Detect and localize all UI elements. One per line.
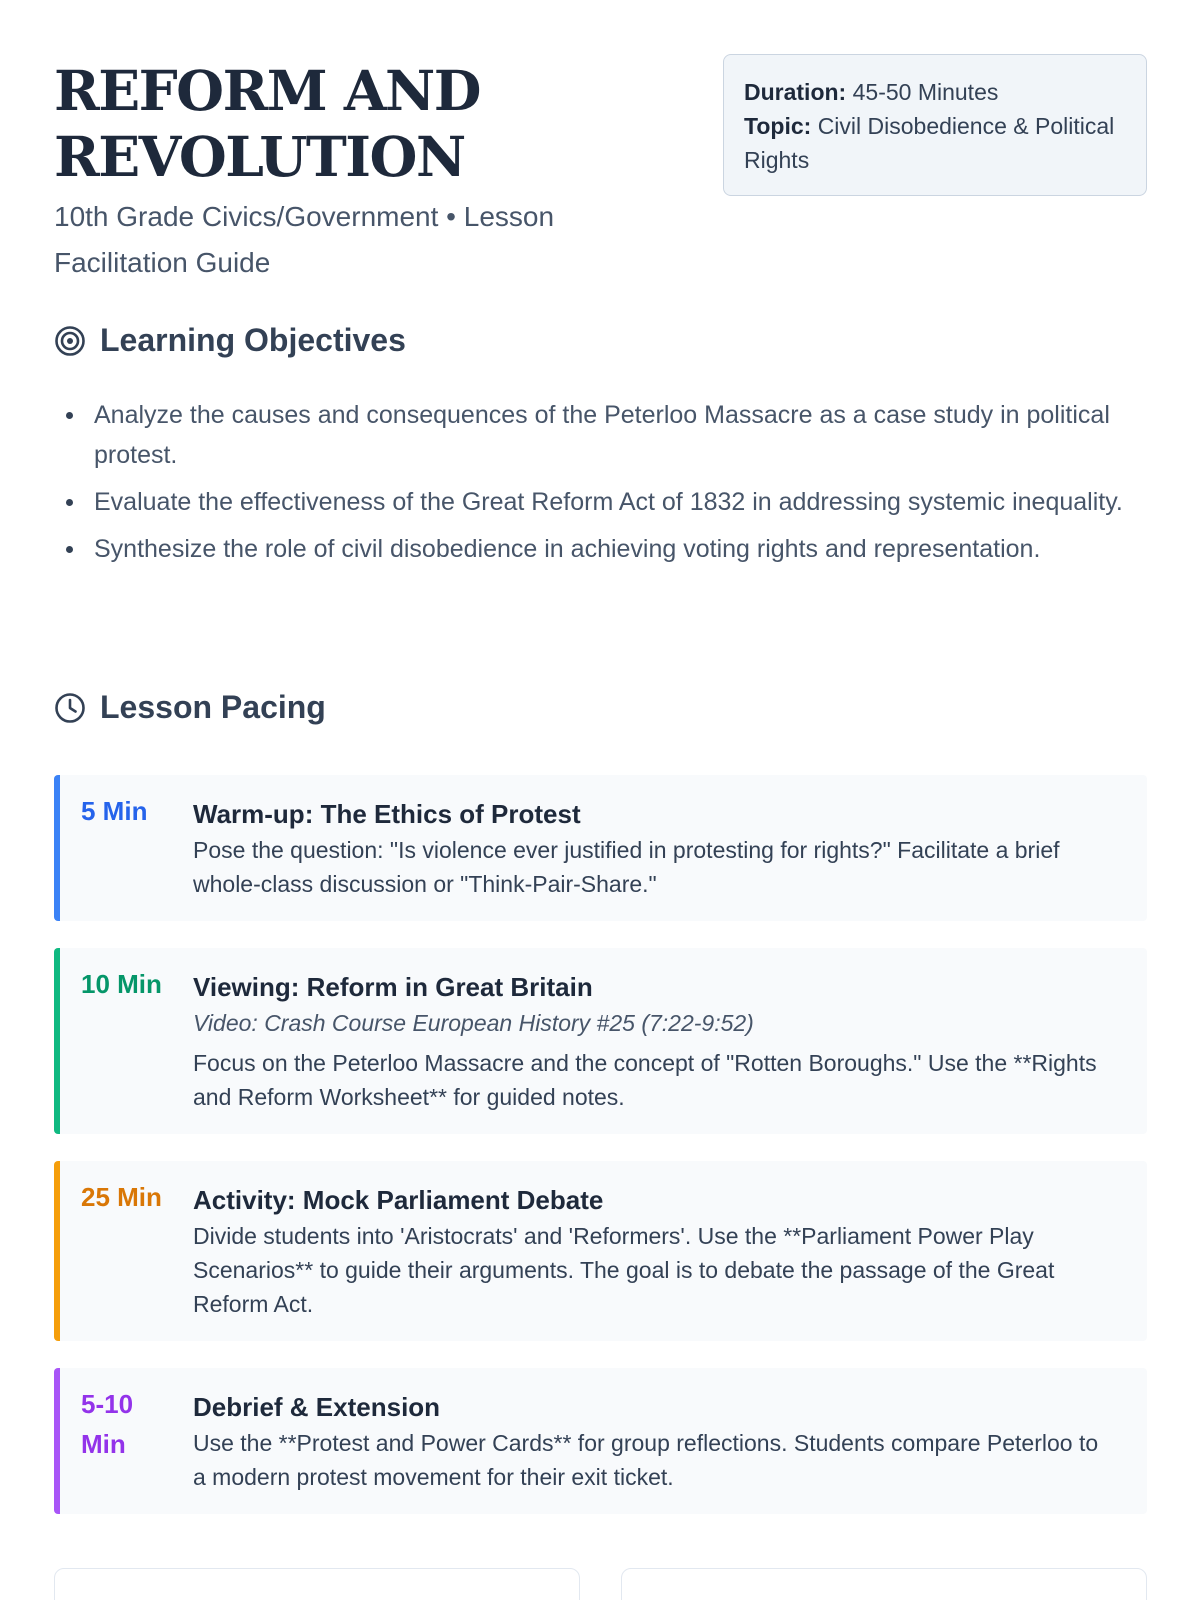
pacing-time: 10 Min xyxy=(81,969,162,999)
pacing-card-debrief xyxy=(54,1368,1147,1514)
pacing-time: 5-10 Min xyxy=(81,1389,134,1459)
pacing-time: 5 Min xyxy=(81,796,148,826)
pacing-heading-text: Lesson Pacing xyxy=(100,689,326,725)
pacing-card-activity xyxy=(54,1161,1147,1341)
lesson-guide-page xyxy=(54,0,1147,1600)
duration-label: Duration: xyxy=(744,79,847,105)
target-icon xyxy=(54,325,86,357)
objectives-list xyxy=(54,395,1147,576)
objectives-heading xyxy=(54,322,406,359)
pacing-description: Pose the question: "Is violence ever justified in protesting for rights?" Facilitate a brief whole-class discussion or "Think-Pair-Share." xyxy=(193,837,1060,897)
pacing-description: Focus on the Peterloo Massacre and the concept of "Rotten Boroughs." Use the **Rights and Reform Worksheet** for guided notes. xyxy=(193,1050,1097,1110)
objectives-heading-text: Learning Objectives xyxy=(100,322,406,358)
list-item: Evaluate the effectiveness of the Great Reform Act of 1832 in addressing systemic inequality. xyxy=(54,482,1147,522)
pacing-list xyxy=(54,775,1147,1541)
pacing-title: Viewing: Reform in Great Britain xyxy=(193,972,593,1002)
list-item: Synthesize the role of civil disobedience in achieving voting rights and representation. xyxy=(54,529,1147,569)
pacing-card-warmup xyxy=(54,775,1147,921)
page-title: REFORM AND REVOLUTION xyxy=(54,58,480,189)
header xyxy=(54,0,1147,300)
page-subtitle: 10th Grade Civics/Government • Lesson Facilitation Guide xyxy=(54,201,555,278)
pacing-title: Warm-up: The Ethics of Protest xyxy=(193,799,581,829)
pacing-title: Activity: Mock Parliament Debate xyxy=(193,1185,604,1215)
pacing-card-viewing xyxy=(54,948,1147,1134)
pacing-title: Debrief & Extension xyxy=(193,1392,441,1422)
duration-row xyxy=(744,75,1126,109)
topic-label: Topic: xyxy=(744,113,812,139)
list-item: Analyze the causes and consequences of the Peterloo Massacre as a case study in political protest. xyxy=(54,395,1147,475)
pacing-description: Use the **Protest and Power Cards** for group reflections. Students compare Peterloo to a modern protest movement for their exit ticket. xyxy=(193,1430,1099,1490)
topic-value: Civil Disobedience & Political Rights xyxy=(744,113,1115,173)
topic-row xyxy=(744,109,1126,177)
resource-box-right xyxy=(621,1568,1147,1600)
resource-box-left xyxy=(54,1568,580,1600)
lesson-info-box xyxy=(723,54,1147,196)
pacing-time: 25 Min xyxy=(81,1182,162,1212)
clock-icon xyxy=(54,692,86,724)
pacing-heading xyxy=(54,689,326,726)
pacing-description: Divide students into 'Aristocrats' and 'Reformers'. Use the **Parliament Power Play Scenarios** to guide their arguments. The goal is to debate the passage of the Great Reform Act. xyxy=(193,1223,1055,1317)
pacing-video-meta: Video: Crash Course European History #25 (7:22-9:52) xyxy=(193,1010,754,1036)
duration-value: 45-50 Minutes xyxy=(852,79,999,105)
